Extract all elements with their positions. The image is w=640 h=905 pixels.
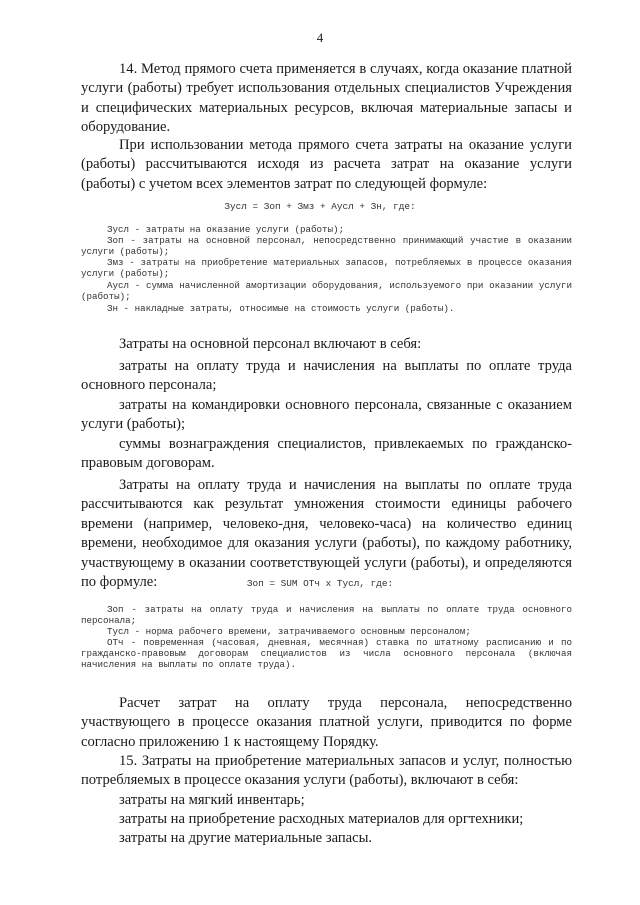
- formula-total-cost: Зусл = Зоп + Змз + Аусл + Зн, где:: [224, 201, 416, 212]
- list-item: затраты на оплату труда и начисления на выплаты по оплате труда основного персонала;: [81, 358, 572, 394]
- paragraph-15: 15. Затраты на приобретение материальных запасов и услуг, полностью потребляемых в процессе оказания услуги (работы), включают в себя:: [81, 753, 572, 789]
- definition-zop-labor: Зоп - затраты на оплату труда и начисления на выплаты по оплате труда основного персонала;: [81, 604, 572, 627]
- paragraph-labor-cost: Затраты на оплату труда и начисления на выплаты по оплате труда рассчитываются как результат умножения стоимости единицы рабочего времени (например, человеко-дня, человеко-часа) на количество единиц времени, необходимое для оказания услуги (работы), по каждому работнику, участвующему в оказании соответствующей услуги (работы), и определяются по формуле:: [81, 477, 572, 591]
- list-item: затраты на другие материальные запасы.: [119, 830, 373, 846]
- paragraph-direct-method: При использовании метода прямого счета затраты на оказание услуги (работы) рассчитываются исходя из расчета затрат на оказание услуги (работы) с учетом всех элементов затрат по следующей формуле:: [81, 137, 572, 192]
- list-item: суммы вознаграждения специалистов, привлекаемых по гражданско-правовым договорам.: [81, 436, 572, 472]
- definition-tusl: Тусл - норма рабочего времени, затрачиваемого основным персоналом;: [107, 626, 471, 637]
- paragraph-14: 14. Метод прямого счета применяется в случаях, когда оказание платной услуги (работы) требует использования отдельных специалистов Учреждения и специфических материальных ресурсов, включая материальные запасы и оборудование.: [81, 61, 572, 136]
- list-item: затраты на командировки основного персонала, связанные с оказанием услуги (работы);: [81, 397, 572, 433]
- definition-zusl: Зусл - затраты на оказание услуги (работы);: [107, 224, 345, 235]
- list-item: затраты на приобретение расходных материалов для оргтехники;: [119, 811, 524, 827]
- personnel-intro: Затраты на основной персонал включают в себя:: [119, 336, 422, 352]
- definition-zmz: Змз - затраты на приобретение материальных запасов, потребляемых в процессе оказания услуги (работы);: [81, 257, 572, 280]
- definition-ausl: Аусл - сумма начисленной амортизации оборудования, используемого при оказании услуги (работы);: [81, 280, 572, 303]
- paragraph-calculation: Расчет затрат на оплату труда персонала, непосредственно участвующего в процессе оказания платной услуги, приводится по форме согласно приложению 1 к настоящему Порядку.: [81, 695, 572, 750]
- definition-otch: ОТч - повременная (часовая, дневная, месячная) ставка по штатному расписанию и по гражданско-правовым договорам специалистов из числа основного персонала (включая начисления на выплаты по оплате труда).: [81, 637, 572, 671]
- formula-labor-cost: Зоп = SUM ОТч x Тусл, где:: [246, 578, 394, 589]
- page-number: 4: [316, 30, 324, 45]
- definition-zop: Зоп - затраты на основной персонал, непосредственно принимающий участие в оказании услуги (работы);: [81, 235, 572, 258]
- definition-zn: Зн - накладные затраты, относимые на стоимость услуги (работы).: [107, 303, 455, 314]
- list-item: затраты на мягкий инвентарь;: [119, 792, 305, 808]
